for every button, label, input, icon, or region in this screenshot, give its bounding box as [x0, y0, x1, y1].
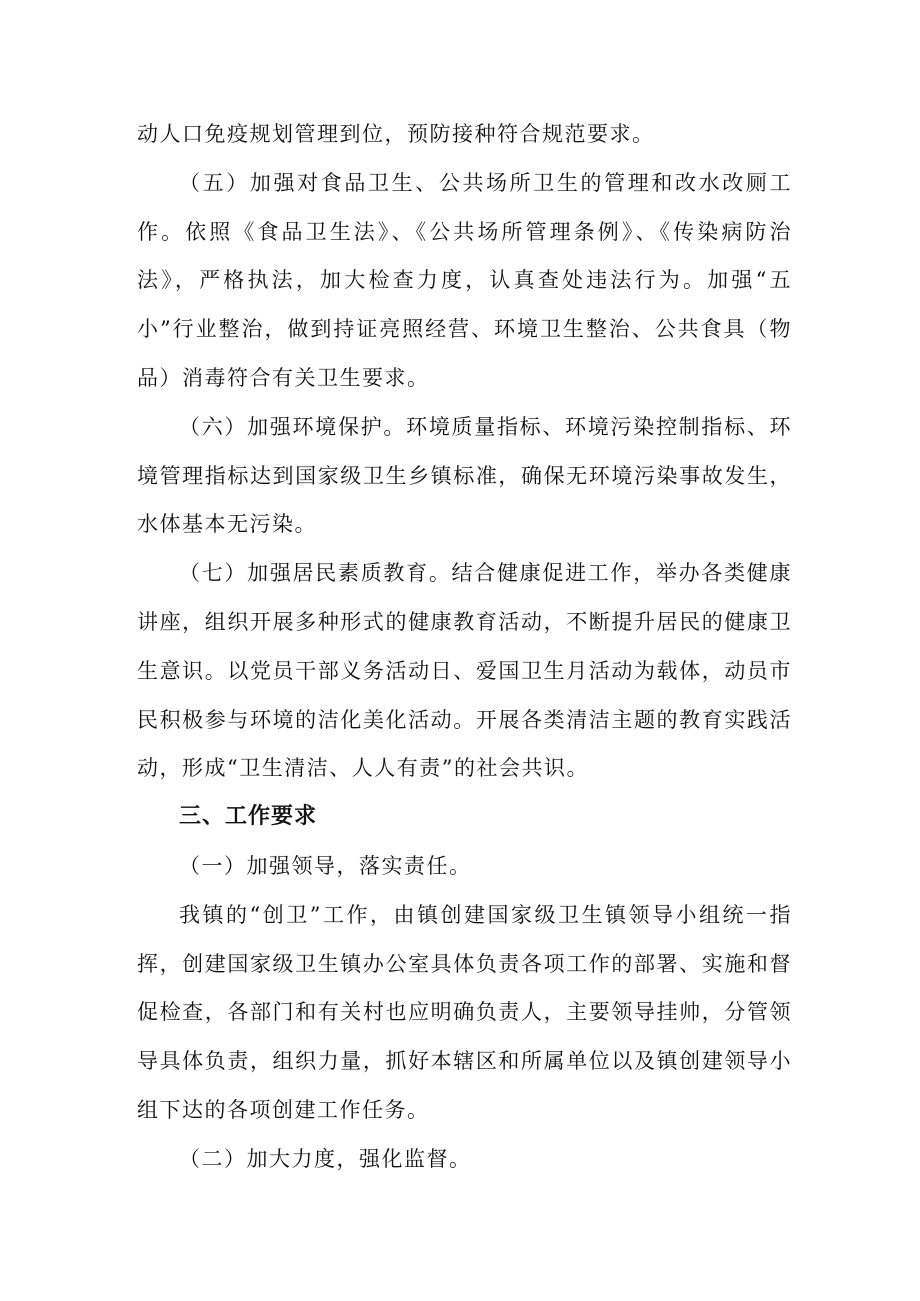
document-body — [137, 110, 792, 1184]
paragraph-environment-protection: （六）加强环境保护。环境质量指标、环境污染控制指标、环境管理指标达到国家级卫生乡镇标准，确保无环境污染事故发生，水体基本无污染。 — [137, 414, 792, 537]
section-heading-work-requirements: 三、工作要求 — [179, 804, 318, 830]
paragraph-food-hygiene: （五）加强对食品卫生、公共场所卫生的管理和改水改厕工作。依照《食品卫生法》、《公共场所管理条例》、《传染病防治法》，严格执法，加大检查力度，认真查处违法行为。加强“五小”行业整治，做到持证亮照经营、环境卫生整治、公共食具（物品）消毒符合有关卫生要求。 — [137, 170, 792, 390]
subheading-supervision: （二）加大力度，强化监督。 — [179, 1146, 472, 1171]
paragraph-resident-education: （七）加强居民素质教育。结合健康促进工作，举办各类健康讲座，组织开展多种形式的健康教育活动，不断提升居民的健康卫生意识。以党员干部义务活动日、爱国卫生月活动为载体，动员市民积极参与环境的洁化美化活动。开展各类清洁主题的教育实践活动，形成“卫生清洁、人人有责”的社会共识。 — [137, 561, 792, 781]
subheading-leadership: （一）加强领导，落实责任。 — [179, 853, 472, 878]
paragraph-leadership-details: 我镇的“创卫”工作，由镇创建国家级卫生镇领导小组统一指挥，创建国家级卫生镇办公室具体负责各项工作的部署、实施和督促检查，各部门和有关村也应明确负责人，主要领导挂帅，分管领导具体负责，组织力量，抓好本辖区和所属单位以及镇创建领导小组下达的各项创建工作任务。 — [137, 902, 792, 1122]
paragraph-immunization-tail: 动人口免疫规划管理到位，预防接种符合规范要求。 — [137, 122, 655, 146]
